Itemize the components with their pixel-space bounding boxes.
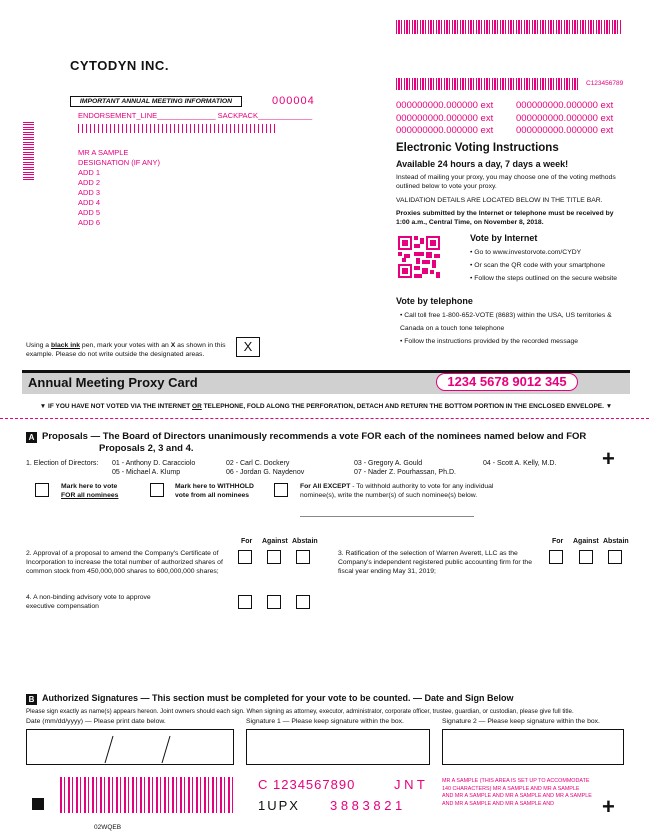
internet-step: • Or scan the QR code with your smartphone bbox=[470, 262, 605, 269]
signature-1-label: Signature 1 — Please keep signature within the box. bbox=[246, 718, 404, 725]
proposal-4-for-checkbox[interactable] bbox=[238, 595, 252, 609]
ext-values bbox=[396, 100, 626, 138]
nominee: 03 - Gregory A. Gould bbox=[354, 460, 423, 467]
perforation-line bbox=[0, 418, 649, 419]
column-header-against: Against bbox=[262, 538, 288, 545]
proposal-4-against-checkbox[interactable] bbox=[267, 595, 281, 609]
internet-step: • Go to www.investorvote.com/CYDY bbox=[470, 249, 582, 256]
account-code: C 1234567890 bbox=[258, 777, 356, 792]
proposal-2-abstain-checkbox[interactable] bbox=[296, 550, 310, 564]
column-header-for: For bbox=[241, 538, 253, 545]
registration-plus-icon: + bbox=[602, 446, 615, 471]
withhold-all-checkbox[interactable] bbox=[150, 483, 164, 497]
endorsement-line: ENDORSEMENT_LINE______________ SACKPACK_____________ bbox=[78, 111, 313, 120]
column-header-abstain: Abstain bbox=[603, 538, 629, 545]
shareholder-name-block: MR A SAMPLE (THIS AREA IS SET UP TO ACCOMMODATE 140 CHARACTERS) MR A SAMPLE AND MR A SAMPLE AND MR A SAMPLE AND MR A SAMPLE AND MR A SAMPLE AND MR A SAMPLE AND MR A SAMPLE AND bbox=[442, 778, 592, 807]
nominee: 05 - Michael A. Klump bbox=[112, 469, 181, 476]
sequence-number: 000004 bbox=[272, 95, 315, 107]
signatures-heading: Authorized Signatures — This section must be completed for your vote to be counted. — Date and Sign Below bbox=[42, 693, 514, 703]
ext-value: 000000000.000000 ext bbox=[396, 100, 494, 111]
fold-instruction: ▼ IF YOU HAVE NOT VOTED VIA THE INTERNET OR TELEPHONE, FOLD ALONG THE PERFORATION, DETACH AND RETURN THE BOTTOM PORTION IN THE ENCLOSED ENVELOPE. ▼ bbox=[39, 403, 613, 410]
postal-barcode bbox=[78, 124, 278, 133]
proposal-3-abstain-checkbox[interactable] bbox=[608, 550, 622, 564]
withhold-label: Mark here to WITHHOLD vote from all nominees bbox=[175, 483, 254, 499]
top-barcode bbox=[396, 20, 622, 34]
nominee: 01 - Anthony D. Caracciolo bbox=[112, 460, 196, 467]
mailing-address bbox=[78, 148, 160, 228]
nominee: 06 - Jordan G. Naydenov bbox=[226, 469, 305, 476]
proposals-heading-2: Proposals 2, 3 and 4. bbox=[99, 443, 194, 454]
top-code: C123456789 bbox=[586, 80, 624, 87]
for-all-except-checkbox[interactable] bbox=[274, 483, 288, 497]
address-line: ADD 1 bbox=[78, 168, 101, 177]
ext-value: 000000000.000000 ext bbox=[396, 125, 494, 136]
voting-intro: Instead of mailing your proxy, you may choose one of the voting methods outlined below to vote your proxy. bbox=[396, 174, 616, 190]
ext-value: 000000000.000000 ext bbox=[516, 112, 614, 124]
for-all-checkbox[interactable] bbox=[35, 483, 49, 497]
down-arrow-icon: ▼ bbox=[605, 403, 613, 410]
proposal-4-text: 4. A non-binding advisory vote to approve executive compensation bbox=[26, 594, 151, 610]
sample-mark-box: X bbox=[236, 337, 260, 357]
proposal-3-for-checkbox[interactable] bbox=[549, 550, 563, 564]
side-barcode bbox=[23, 120, 34, 180]
ext-value: 000000000.000000 ext bbox=[516, 125, 614, 136]
address-line: ADD 3 bbox=[78, 188, 101, 197]
proposal-2-for-checkbox[interactable] bbox=[238, 550, 252, 564]
qr-code[interactable] bbox=[398, 236, 440, 278]
validation-note: VALIDATION DETAILS ARE LOCATED BELOW IN THE TITLE BAR. bbox=[396, 197, 603, 204]
registration-plus-icon: + bbox=[602, 794, 615, 819]
card-title: Annual Meeting Proxy Card bbox=[28, 375, 198, 390]
proposal-3-text: 3. Ratification of the selection of Warren Averett, LLC as the Company's independent registered public accounting firm for the fiscal year ending May 31, 2019; bbox=[338, 550, 532, 575]
signature-2-label: Signature 2 — Please keep signature within the box. bbox=[442, 718, 600, 725]
form-code: 02WQEB bbox=[94, 824, 122, 831]
down-arrow-icon: ▼ bbox=[39, 403, 47, 410]
nominee: 02 - Carl C. Dockery bbox=[226, 460, 290, 467]
column-header-abstain: Abstain bbox=[292, 538, 318, 545]
important-label: IMPORTANT ANNUAL MEETING INFORMATION bbox=[70, 96, 242, 107]
election-label: 1. Election of Directors: bbox=[26, 460, 99, 467]
header-barcode bbox=[396, 78, 578, 90]
phone-steps bbox=[400, 309, 625, 348]
date-slashes bbox=[27, 730, 235, 766]
signature-1-field[interactable] bbox=[246, 729, 430, 765]
corner-registration-mark bbox=[32, 798, 44, 810]
internet-steps bbox=[470, 246, 617, 285]
footer-barcode bbox=[60, 777, 236, 813]
proposal-3-against-checkbox[interactable] bbox=[579, 550, 593, 564]
voting-title: Electronic Voting Instructions bbox=[396, 142, 559, 154]
section-b-badge: B bbox=[26, 694, 37, 705]
jnt-code: J N T bbox=[394, 777, 425, 792]
date-label: Date (mm/dd/yyyy) — Please print date below. bbox=[26, 718, 166, 725]
proposal-4-abstain-checkbox[interactable] bbox=[296, 595, 310, 609]
proposal-2-text: 2. Approval of a proposal to amend the Company's Certificate of Incorporation to increase the total number of authorized shares of common stock from 450,000,000 shares to 600,000,000 shares; bbox=[26, 550, 223, 575]
date-field[interactable] bbox=[26, 729, 234, 765]
phone-title: Vote by telephone bbox=[396, 296, 473, 306]
voting-subtitle: Available 24 hours a day, 7 days a week! bbox=[396, 159, 569, 169]
except-label: For All EXCEPT - To withhold authority to vote for any individual nominee(s), write the number(s) of such nominee(s) below. bbox=[300, 483, 494, 499]
for-all-label: Mark here to vote FOR all nominees bbox=[61, 483, 119, 499]
internet-step: • Follow the steps outlined on the secure website bbox=[470, 275, 618, 282]
ext-value: 000000000.000000 ext bbox=[516, 100, 614, 111]
address-line: ADD 5 bbox=[78, 208, 101, 217]
phone-step: • Call toll free 1-800-652-VOTE (8683) within the USA, US territories & Canada on a touch tone telephone bbox=[400, 312, 612, 332]
nominee: 07 - Nader Z. Pourhassan, Ph.D. bbox=[354, 469, 456, 476]
address-line: ADD 2 bbox=[78, 178, 101, 187]
proposals-heading: Proposals — The Board of Directors unanimously recommends a vote FOR each of the nominees named below and FOR bbox=[42, 431, 587, 442]
deadline-note: Proxies submitted by the Internet or telephone must be received by 1:00 a.m., Central Time, on November 8, 2018. bbox=[396, 210, 614, 226]
proposal-2-against-checkbox[interactable] bbox=[267, 550, 281, 564]
ext-value: 000000000.000000 ext bbox=[396, 112, 494, 124]
phone-step: • Follow the instructions provided by the recorded message bbox=[400, 338, 579, 345]
company-name: CYTODYN INC. bbox=[70, 58, 169, 73]
section-a-badge: A bbox=[26, 432, 37, 443]
nominee: 04 - Scott A. Kelly, M.D. bbox=[483, 460, 557, 467]
sequence-code: 3 8 8 3 8 2 1 bbox=[330, 798, 403, 813]
form-type-code: 1UPX bbox=[258, 798, 300, 813]
control-number: 1234 5678 9012 345 bbox=[436, 373, 578, 391]
column-header-for: For bbox=[552, 538, 564, 545]
signature-2-field[interactable] bbox=[442, 729, 624, 765]
address-line: ADD 4 bbox=[78, 198, 101, 207]
column-header-against: Against bbox=[573, 538, 599, 545]
address-line: ADD 6 bbox=[78, 218, 101, 227]
address-line: DESIGNATION (IF ANY) bbox=[78, 158, 160, 167]
ink-instructions: Using a black ink pen, mark your votes with an X as shown in this example. Please do not write outside the designated areas. bbox=[26, 342, 226, 358]
signature-instructions: Please sign exactly as name(s) appears hereon. Joint owners should each sign. When signing as attorney, executor, administrator, corporate officer, trustee, guardian, or custodian, please give full title. bbox=[26, 708, 574, 715]
except-write-line[interactable] bbox=[300, 516, 474, 517]
address-line: MR A SAMPLE bbox=[78, 148, 129, 157]
internet-title: Vote by Internet bbox=[470, 233, 538, 243]
